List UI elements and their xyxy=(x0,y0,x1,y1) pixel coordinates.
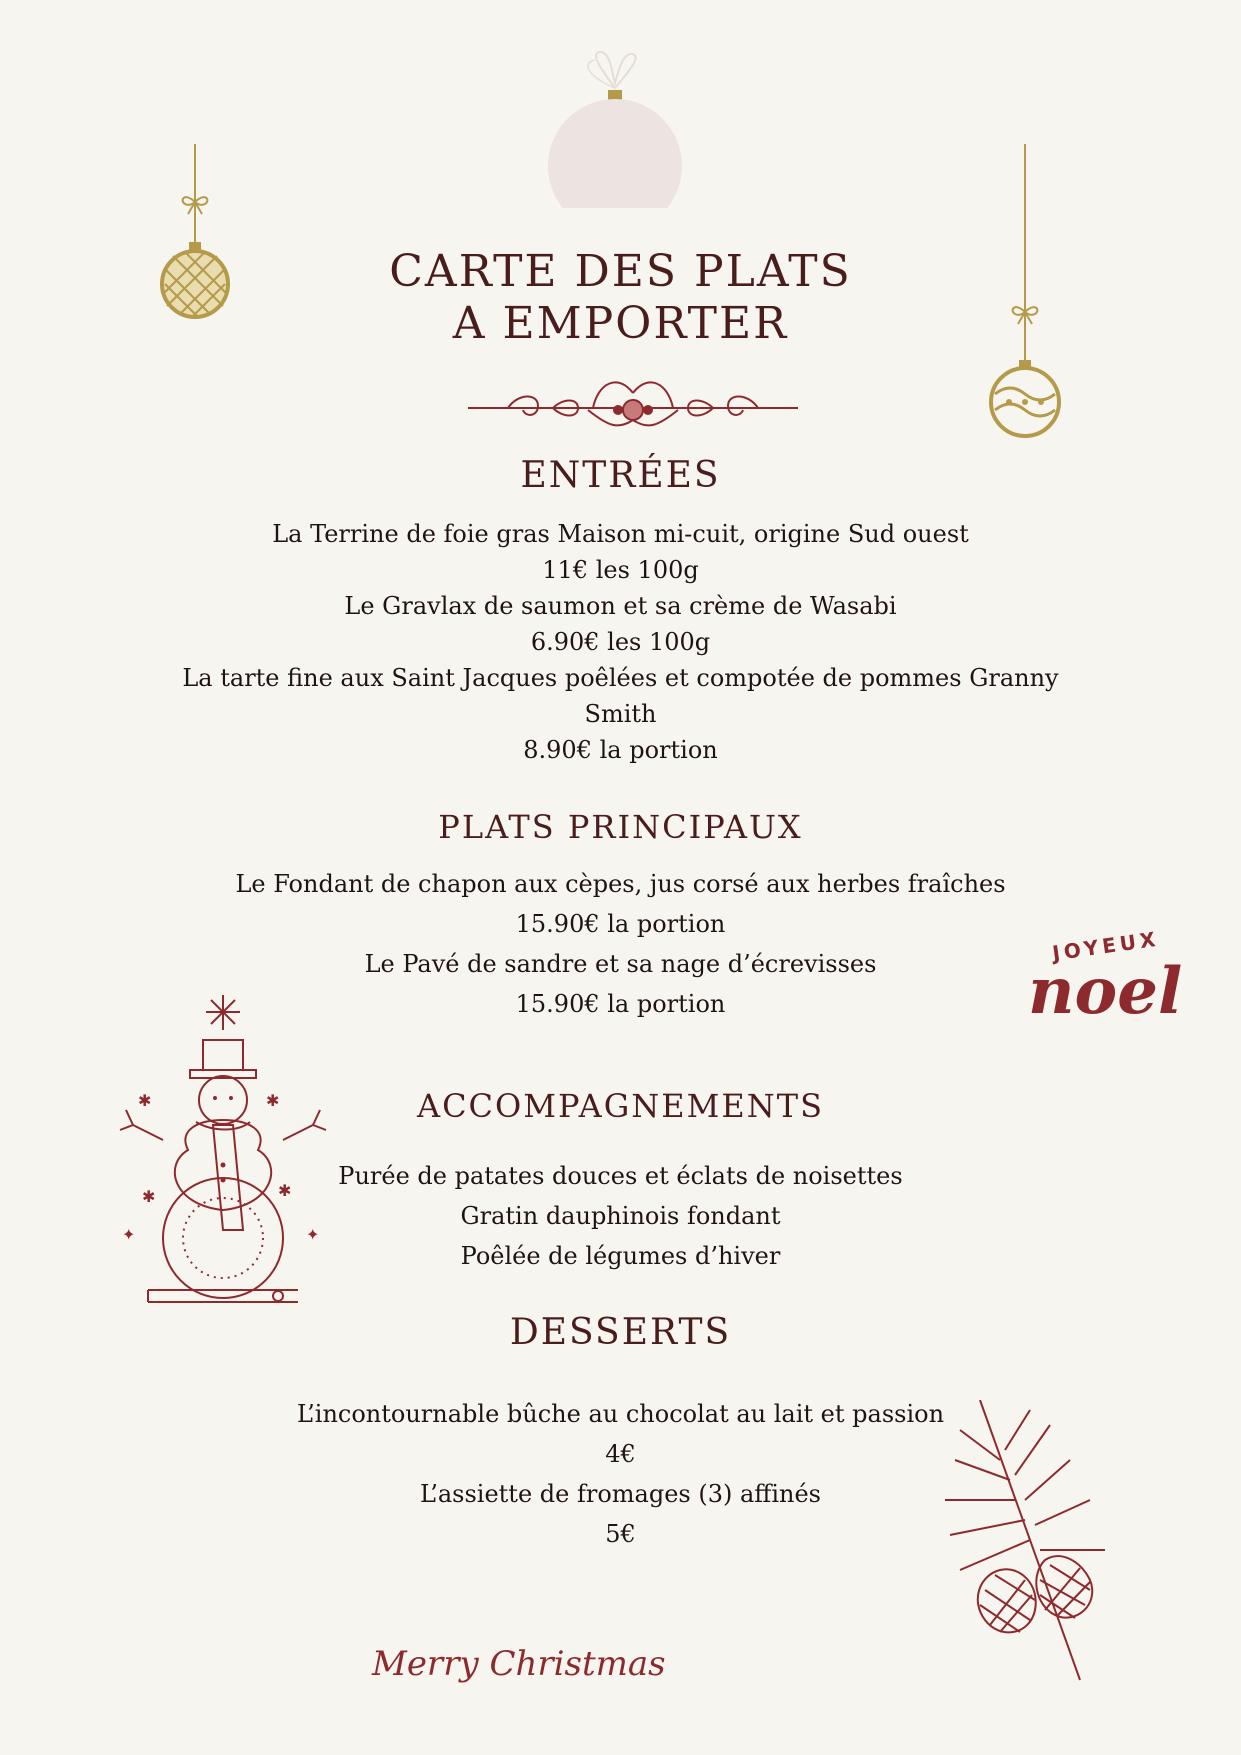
svg-text:✱: ✱ xyxy=(266,1091,280,1110)
page-title xyxy=(0,246,1241,350)
menu-price: 4€ xyxy=(605,1440,636,1468)
snowman-icon xyxy=(118,990,328,1320)
menu-line: Le Fondant de chapon aux cèpes, jus corsé aux herbes fraîches xyxy=(235,870,1006,898)
svg-text:✱: ✱ xyxy=(138,1091,152,1110)
joyeux-noel-badge xyxy=(1020,926,1200,1036)
section-heading-desserts: DESSERTS xyxy=(509,1312,732,1353)
menu-price: 8.90€ la portion xyxy=(523,736,718,764)
noel-text: noel xyxy=(1028,954,1183,1029)
menu-price: 5€ xyxy=(605,1520,636,1548)
menu-price: 11€ les 100g xyxy=(542,556,699,584)
svg-text:✦: ✦ xyxy=(122,1225,136,1244)
section-heading-plats: PLATS PRINCIPAUX xyxy=(438,808,803,846)
pink-ornament-icon xyxy=(540,48,690,208)
menu-line: Le Pavé de sandre et sa nage d’écrevisses xyxy=(364,950,877,978)
menu-line: L’assiette de fromages (3) affinés xyxy=(420,1480,821,1508)
menu-line: L’incontournable bûche au chocolat au lait et passion xyxy=(296,1400,945,1428)
menu-price: 15.90€ la portion xyxy=(515,910,726,938)
merry-christmas-text: Merry Christmas xyxy=(372,1644,666,1684)
menu-line: La tarte fine aux Saint Jacques poêlées et compotée de pommes Granny xyxy=(182,664,1059,692)
svg-text:✱: ✱ xyxy=(142,1187,156,1206)
menu-price: 6.90€ les 100g xyxy=(530,628,711,656)
svg-text:✦: ✦ xyxy=(306,1225,320,1244)
menu-line: Poêlée de légumes d’hiver xyxy=(460,1242,781,1270)
section-heading-accompagnements: ACCOMPAGNEMENTS xyxy=(416,1087,825,1125)
menu-line: Smith xyxy=(584,700,657,728)
menu-line: Purée de patates douces et éclats de noisettes xyxy=(338,1162,903,1190)
holly-divider-icon xyxy=(468,368,798,438)
section-heading-entrees: ENTRÉES xyxy=(520,455,721,496)
menu-line: Le Gravlax de saumon et sa crème de Wasabi xyxy=(344,592,897,620)
pine-branch-icon xyxy=(940,1400,1120,1690)
joyeux-text: JOYEUX xyxy=(1050,926,1161,966)
menu-line: Gratin dauphinois fondant xyxy=(460,1202,781,1230)
svg-text:✱: ✱ xyxy=(278,1181,292,1200)
menu-line: La Terrine de foie gras Maison mi-cuit, origine Sud ouest xyxy=(272,520,969,548)
title-line-1: CARTE DES PLATS xyxy=(389,246,852,297)
menu-price: 15.90€ la portion xyxy=(515,990,726,1018)
title-line-2: A EMPORTER xyxy=(452,298,789,349)
